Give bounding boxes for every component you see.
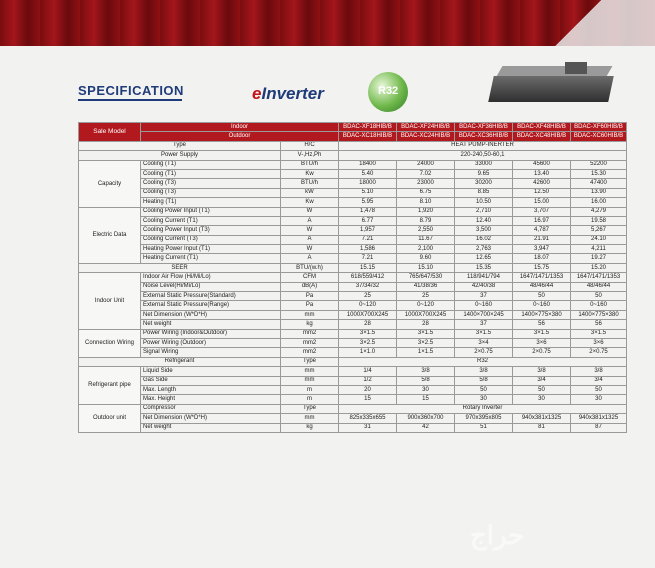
spec-row	[79, 395, 627, 404]
value-cell: 5.40	[339, 169, 397, 178]
outdoor-model: BDAC-XC18HIB/B	[339, 132, 397, 141]
value-cell: 50	[513, 385, 571, 394]
row-label: Type	[79, 141, 281, 150]
group-label: Electric Data	[79, 207, 141, 263]
brand-logo	[252, 84, 324, 104]
row-label: SEER	[79, 263, 281, 272]
value-cell: 56	[513, 320, 571, 329]
value-cell: 12.50	[513, 188, 571, 197]
row-label: Cooling Current (T3)	[141, 235, 281, 244]
value-cell: 3×6	[571, 338, 627, 347]
r32-globe-icon	[368, 72, 408, 112]
unit-cell: mm2	[281, 329, 339, 338]
row-label: Power Wiring (Indoor&Outdoor)	[141, 329, 281, 338]
value-cell: 31	[339, 423, 397, 432]
value-cell: 37	[455, 320, 513, 329]
value-cell: 7.02	[397, 169, 455, 178]
unit-cell: mm2	[281, 338, 339, 347]
row-label: Liquid Side	[141, 367, 281, 376]
value-cell: 1647/1471/1353	[513, 273, 571, 282]
value-cell: 15.00	[513, 198, 571, 207]
value-cell: 1,586	[339, 245, 397, 254]
row-label: Power Wiring (Outdoor)	[141, 338, 281, 347]
value-cell: 2,100	[397, 245, 455, 254]
unit-cell: CFM	[281, 273, 339, 282]
indoor-model: BDAC-XF36HIB/B	[455, 123, 513, 132]
unit-cell: W	[281, 245, 339, 254]
value-cell: 4,211	[571, 245, 627, 254]
unit-cell: m	[281, 395, 339, 404]
unit-cell: A	[281, 235, 339, 244]
row-label: External Static Pressure(Standard)	[141, 292, 281, 301]
value-cell: 3/4	[571, 376, 627, 385]
spec-row	[79, 320, 627, 329]
value-cell: 1000X700X245	[339, 310, 397, 319]
spec-row	[79, 160, 627, 169]
value-cell: 42/40/38	[455, 282, 513, 291]
row-label: Cooling Power Input (T3)	[141, 226, 281, 235]
span-value: Rotary Inverter	[339, 404, 627, 413]
value-cell: 3,707	[513, 207, 571, 216]
value-cell: 28	[397, 320, 455, 329]
value-cell: 12.65	[455, 254, 513, 263]
value-cell: 9.60	[397, 254, 455, 263]
title-underline	[78, 99, 182, 101]
value-cell: 30	[513, 395, 571, 404]
spec-row	[79, 348, 627, 357]
spec-row	[79, 245, 627, 254]
spec-row	[79, 226, 627, 235]
value-cell: 1000X700X245	[397, 310, 455, 319]
unit-cell: kg	[281, 423, 339, 432]
value-cell: 1400×700×245	[455, 310, 513, 319]
outdoor-label: Outdoor	[141, 132, 339, 141]
value-cell: 970x395x805	[455, 414, 513, 423]
value-cell: 15.75	[513, 263, 571, 272]
row-label: Compressor	[141, 404, 281, 413]
row-label: Heating Power Input (T1)	[141, 245, 281, 254]
value-cell: 5.10	[339, 188, 397, 197]
group-label: Indoor Unit	[79, 273, 141, 329]
unit-cell: W	[281, 207, 339, 216]
value-cell: 8.79	[397, 216, 455, 225]
value-cell: 3×1.5	[455, 329, 513, 338]
value-cell: 3,500	[455, 226, 513, 235]
value-cell: 3/8	[513, 367, 571, 376]
spec-row	[79, 188, 627, 197]
value-cell: 19.27	[571, 254, 627, 263]
value-cell: 30200	[455, 179, 513, 188]
brand-text: Inverter	[261, 84, 324, 103]
unit-cell: Type	[281, 357, 339, 366]
value-cell: 2×0.75	[571, 348, 627, 357]
value-cell: 3×2.5	[339, 338, 397, 347]
unit-cell: mm	[281, 414, 339, 423]
spec-row	[79, 414, 627, 423]
value-cell: 47400	[571, 179, 627, 188]
value-cell: 3×1.5	[513, 329, 571, 338]
value-cell: 4,279	[571, 207, 627, 216]
value-cell: 900x360x700	[397, 414, 455, 423]
value-cell: 3×1.5	[339, 329, 397, 338]
spec-row	[79, 151, 627, 160]
row-label: Net Dimension (W*D*H)	[141, 414, 281, 423]
unit-cell: A	[281, 216, 339, 225]
value-cell: 0~160	[455, 301, 513, 310]
spec-row	[79, 216, 627, 225]
row-label: Noise Level(Hi/Mi/Lo)	[141, 282, 281, 291]
value-cell: 56	[571, 320, 627, 329]
value-cell: 825x335x655	[339, 414, 397, 423]
value-cell: 16.02	[455, 235, 513, 244]
value-cell: 15	[397, 395, 455, 404]
value-cell: 1,920	[397, 207, 455, 216]
value-cell: 940x381x1325	[571, 414, 627, 423]
value-cell: 1×1.5	[397, 348, 455, 357]
value-cell: 41/38/36	[397, 282, 455, 291]
spec-row	[79, 310, 627, 319]
value-cell: 5/8	[397, 376, 455, 385]
unit-cell: BTU/(w.h)	[281, 263, 339, 272]
row-label: Heating Current (T1)	[141, 254, 281, 263]
unit-cell: Kw	[281, 198, 339, 207]
outdoor-model: BDAC-XC24HIB/B	[397, 132, 455, 141]
spec-row	[79, 254, 627, 263]
value-cell: 8.10	[397, 198, 455, 207]
span-value: 220-240,50-60,1	[339, 151, 627, 160]
spec-row	[79, 329, 627, 338]
value-cell: 1,478	[339, 207, 397, 216]
spec-row	[79, 357, 627, 366]
value-cell: 1400×775×380	[571, 310, 627, 319]
unit-cell: m	[281, 385, 339, 394]
row-label: Refrigerant	[79, 357, 281, 366]
row-label: Cooling (T3)	[141, 188, 281, 197]
value-cell: 6.77	[339, 216, 397, 225]
spec-row	[79, 207, 627, 216]
value-cell: 13.90	[571, 188, 627, 197]
row-label: Gas Side	[141, 376, 281, 385]
row-label: Power Supply	[79, 151, 281, 160]
value-cell: 15.15	[339, 263, 397, 272]
value-cell: 15	[339, 395, 397, 404]
header-outdoor-row	[79, 132, 627, 141]
spec-row	[79, 169, 627, 178]
value-cell: 48/46/44	[513, 282, 571, 291]
value-cell: 25	[339, 292, 397, 301]
value-cell: 50	[513, 292, 571, 301]
value-cell: 1,957	[339, 226, 397, 235]
row-label: Cooling Current (T1)	[141, 216, 281, 225]
value-cell: 765/647/530	[397, 273, 455, 282]
outdoor-model: BDAC-XC60HIB/B	[571, 132, 627, 141]
outdoor-model: BDAC-XC36HIB/B	[455, 132, 513, 141]
row-label: Indoor Air Flow (Hi/Mi/Lo)	[141, 273, 281, 282]
value-cell: 2,550	[397, 226, 455, 235]
value-cell: 13.40	[513, 169, 571, 178]
value-cell: 15.30	[571, 169, 627, 178]
value-cell: 18400	[339, 160, 397, 169]
value-cell: 87	[571, 423, 627, 432]
spec-row	[79, 263, 627, 272]
span-value: HEAT PUMP-INERTER	[339, 141, 627, 150]
value-cell: 33000	[455, 160, 513, 169]
value-cell: 15.10	[397, 263, 455, 272]
spec-row	[79, 292, 627, 301]
value-cell: 30	[571, 395, 627, 404]
value-cell: 19.58	[571, 216, 627, 225]
value-cell: 16.97	[513, 216, 571, 225]
group-label: Capacity	[79, 160, 141, 207]
row-label: Cooling (T1)	[141, 169, 281, 178]
value-cell: 50	[455, 385, 513, 394]
spec-row	[79, 367, 627, 376]
indoor-model: BDAC-XF60HIB/B	[571, 123, 627, 132]
spec-row	[79, 273, 627, 282]
value-cell: 1/2	[339, 376, 397, 385]
row-label: Net weight	[141, 320, 281, 329]
unit-cell: Pa	[281, 292, 339, 301]
value-cell: 5.95	[339, 198, 397, 207]
group-label: Connection Wiring	[79, 329, 141, 357]
indoor-model: BDAC-XF18HIB/B	[339, 123, 397, 132]
spec-row	[79, 376, 627, 385]
value-cell: 0~120	[397, 301, 455, 310]
value-cell: 3×4	[455, 338, 513, 347]
value-cell: 5/8	[455, 376, 513, 385]
value-cell: 1/4	[339, 367, 397, 376]
value-cell: 2×0.75	[455, 348, 513, 357]
ducted-unit-image	[485, 62, 615, 106]
unit-cell: mm2	[281, 348, 339, 357]
spec-row	[79, 141, 627, 150]
unit-cell: Type	[281, 404, 339, 413]
value-cell: 1647/1471/1353	[571, 273, 627, 282]
value-cell: 3×6	[513, 338, 571, 347]
value-cell: 3×1.5	[571, 329, 627, 338]
value-cell: 1400×775×380	[513, 310, 571, 319]
unit-cell: mm	[281, 376, 339, 385]
value-cell: 45600	[513, 160, 571, 169]
spec-row	[79, 338, 627, 347]
group-label: Refrigerant pipe	[79, 367, 141, 405]
value-cell: 940x381x1325	[513, 414, 571, 423]
unit-cell: dB(A)	[281, 282, 339, 291]
value-cell: 11.67	[397, 235, 455, 244]
value-cell: 16.00	[571, 198, 627, 207]
value-cell: 37/34/32	[339, 282, 397, 291]
value-cell: 12.40	[455, 216, 513, 225]
unit-cell: mm	[281, 310, 339, 319]
row-label: Cooling (T3)	[141, 179, 281, 188]
value-cell: 0~160	[571, 301, 627, 310]
spec-row	[79, 385, 627, 394]
value-cell: 10.50	[455, 198, 513, 207]
value-cell: 15.35	[455, 263, 513, 272]
value-cell: 0~120	[339, 301, 397, 310]
unit-cell: H/C	[281, 141, 339, 150]
value-cell: 1×1.0	[339, 348, 397, 357]
value-cell: 3/8	[397, 367, 455, 376]
value-cell: 51	[455, 423, 513, 432]
unit-cell: kg	[281, 320, 339, 329]
value-cell: 6.75	[397, 188, 455, 197]
value-cell: 3,947	[513, 245, 571, 254]
value-cell: 3/4	[513, 376, 571, 385]
value-cell: 2×0.75	[513, 348, 571, 357]
value-cell: 3/8	[455, 367, 513, 376]
value-cell: 3/8	[571, 367, 627, 376]
value-cell: 18000	[339, 179, 397, 188]
value-cell: 30	[455, 395, 513, 404]
value-cell: 81	[513, 423, 571, 432]
value-cell: 118/941/794	[455, 273, 513, 282]
value-cell: 48/46/44	[571, 282, 627, 291]
watermark: ﺣﺮاج	[470, 520, 525, 550]
indoor-model: BDAC-XF24HIB/B	[397, 123, 455, 132]
brand-e-icon: e	[252, 84, 262, 103]
value-cell: 24.10	[571, 235, 627, 244]
unit-cell: BTU/h	[281, 160, 339, 169]
spec-row	[79, 235, 627, 244]
value-cell: 50	[571, 385, 627, 394]
group-label: Outdoor unit	[79, 404, 141, 432]
value-cell: 50	[571, 292, 627, 301]
value-cell: 3×1.5	[397, 329, 455, 338]
unit-cell: kW	[281, 188, 339, 197]
value-cell: 7.21	[339, 235, 397, 244]
outdoor-model: BDAC-XC48HIB/B	[513, 132, 571, 141]
value-cell: 4,787	[513, 226, 571, 235]
top-banner	[0, 0, 655, 46]
value-cell: 2,710	[455, 207, 513, 216]
spec-row	[79, 198, 627, 207]
spec-row	[79, 404, 627, 413]
span-value: R32	[339, 357, 627, 366]
value-cell: 24000	[397, 160, 455, 169]
page-title: SPECIFICATION	[78, 83, 184, 98]
value-cell: 2,763	[455, 245, 513, 254]
row-label: Heating (T1)	[141, 198, 281, 207]
unit-cell: Kw	[281, 169, 339, 178]
value-cell: 618/559/412	[339, 273, 397, 282]
unit-cell: A	[281, 254, 339, 263]
value-cell: 25	[397, 292, 455, 301]
spec-row	[79, 282, 627, 291]
indoor-model: BDAC-XF48HIB/B	[513, 123, 571, 132]
value-cell: 15.20	[571, 263, 627, 272]
value-cell: 30	[397, 385, 455, 394]
sale-model-label: Sale Model	[79, 123, 141, 142]
row-label: Cooling (T1)	[141, 160, 281, 169]
value-cell: 42600	[513, 179, 571, 188]
indoor-label: Indoor	[141, 123, 339, 132]
row-label: Net Dimension (W*D*H)	[141, 310, 281, 319]
value-cell: 8.85	[455, 188, 513, 197]
header-indoor-row	[79, 123, 627, 132]
value-cell: 42	[397, 423, 455, 432]
spec-row	[79, 423, 627, 432]
value-cell: 0~160	[513, 301, 571, 310]
value-cell: 21.91	[513, 235, 571, 244]
value-cell: 7.21	[339, 254, 397, 263]
row-label: External Static Pressure(Range)	[141, 301, 281, 310]
row-label: Signal Wiring	[141, 348, 281, 357]
value-cell: 52200	[571, 160, 627, 169]
r32-badge-text: R32	[378, 85, 399, 97]
spec-table	[78, 122, 627, 433]
spec-row	[79, 179, 627, 188]
value-cell: 28	[339, 320, 397, 329]
value-cell: 3×2.5	[397, 338, 455, 347]
row-label: Max. Length	[141, 385, 281, 394]
unit-cell: W	[281, 226, 339, 235]
value-cell: 18.07	[513, 254, 571, 263]
spec-row	[79, 301, 627, 310]
row-label: Max. Height	[141, 395, 281, 404]
unit-cell: V-,Hz,Ph	[281, 151, 339, 160]
unit-cell: BTU/h	[281, 179, 339, 188]
row-label: Cooling Power Input (T1)	[141, 207, 281, 216]
row-label: Net weight	[141, 423, 281, 432]
value-cell: 5,267	[571, 226, 627, 235]
value-cell: 20	[339, 385, 397, 394]
value-cell: 9.65	[455, 169, 513, 178]
unit-cell: Pa	[281, 301, 339, 310]
value-cell: 37	[455, 292, 513, 301]
value-cell: 23000	[397, 179, 455, 188]
unit-cell: mm	[281, 367, 339, 376]
